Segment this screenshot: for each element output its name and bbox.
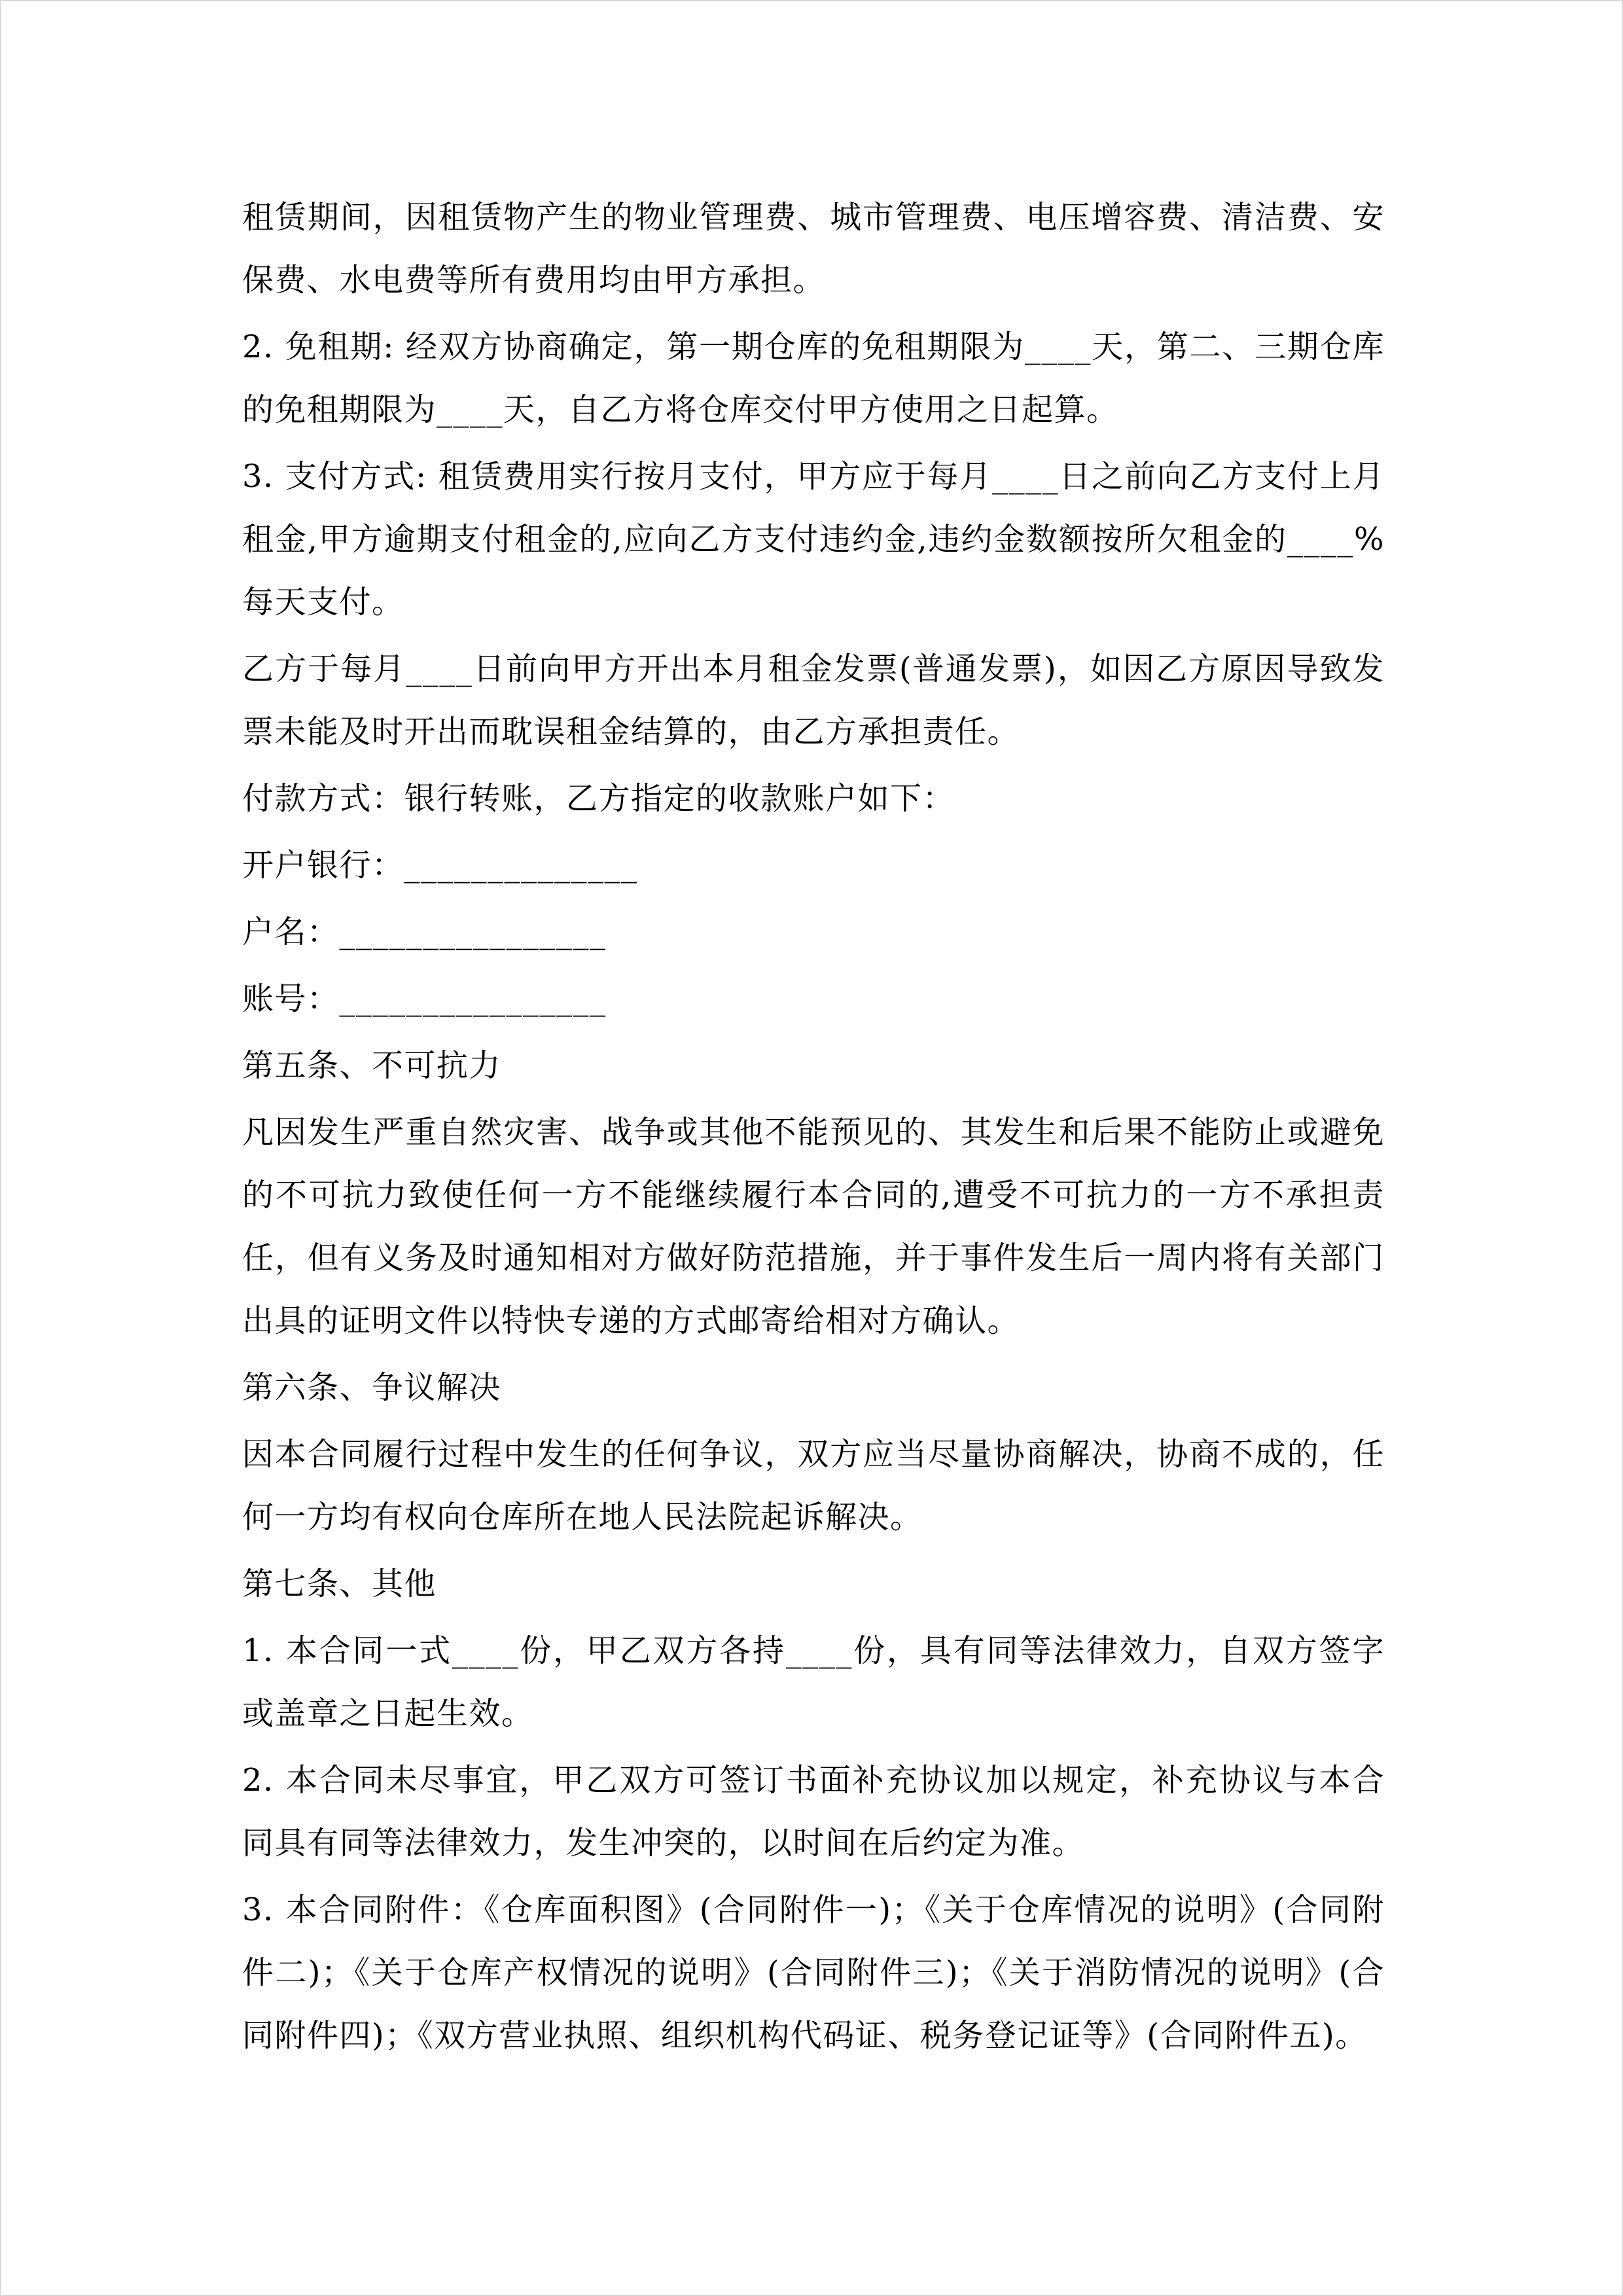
paragraph-fees-burden: 租赁期间，因租赁物产生的物业管理费、城市管理费、电压增容费、清洁费、安保费、水电费等所有费用均由甲方承担。 xyxy=(242,199,1385,298)
clause-rent-free-period: 2. 免租期: 经双方协商确定，第一期仓库的免租期限为____天，第二、三期仓库的免租期限为____天，自乙方将仓库交付甲方使用之日起算。 xyxy=(242,329,1385,428)
paragraph-payment-account-intro: 付款方式：银行转账，乙方指定的收款账户如下： xyxy=(242,780,955,817)
clause-payment-method: 3. 支付方式: 租赁费用实行按月支付，甲方应于每月____日之前向乙方支付上月租金,甲方逾期支付租金的,应向乙方支付违约金,违约金数额按所欠租金的____%每天支付。 xyxy=(242,458,1385,620)
heading-article-5: 第五条、不可抗力 xyxy=(242,1047,502,1084)
field-bank-name-line: 开户银行：______________ xyxy=(242,847,638,884)
clause-supplementary-agreement: 2. 本合同未尽事宜，甲乙双方可签订书面补充协议加以规定，补充协议与本合同具有同等法律效力，发生冲突的，以时间在后约定为准。 xyxy=(242,1762,1385,1861)
field-account-name-line: 户名：________________ xyxy=(242,914,607,950)
paragraph-invoice: 乙方于每月____日前向甲方开出本月租金发票(普通发票)，如因乙方原因导致发票未能及时开出而耽误租金结算的，由乙方承担责任。 xyxy=(242,651,1385,750)
paragraph-force-majeure: 凡因发生严重自然灾害、战争或其他不能预见的、其发生和后果不能防止或避免的不可抗力致使任何一方不能继续履行本合同的,遭受不可抗力的一方不承担责任，但有义务及时通知相对方做好防范措施，并于事件发生后一周内将有关部门出具的证明文件以特快专递的方式邮寄给相对方确认。 xyxy=(242,1114,1385,1339)
clause-copies: 1. 本合同一式____份，甲乙双方各持____份，具有同等法律效力，自双方签字或盖章之日起生效。 xyxy=(242,1632,1385,1732)
heading-article-7: 第七条、其他 xyxy=(242,1566,437,1602)
heading-article-6: 第六条、争议解决 xyxy=(242,1369,502,1406)
contract-body xyxy=(1,1,1622,2067)
paragraph-dispute-resolution: 因本合同履行过程中发生的任何争议，双方应当尽量协商解决，协商不成的，任何一方均有权向仓库所在地人民法院起诉解决。 xyxy=(242,1436,1385,1535)
clause-attachments: 3. 本合同附件：《仓库面积图》(合同附件一)；《关于仓库情况的说明》(合同附件二)；《关于仓库产权情况的说明》(合同附件三)；《关于消防情况的说明》(合同附件四)；《双方营业执照、组织机构代码证、税务登记证等》(合同附件五)。 xyxy=(242,1892,1385,2054)
field-account-number-line: 账号：________________ xyxy=(242,980,607,1017)
